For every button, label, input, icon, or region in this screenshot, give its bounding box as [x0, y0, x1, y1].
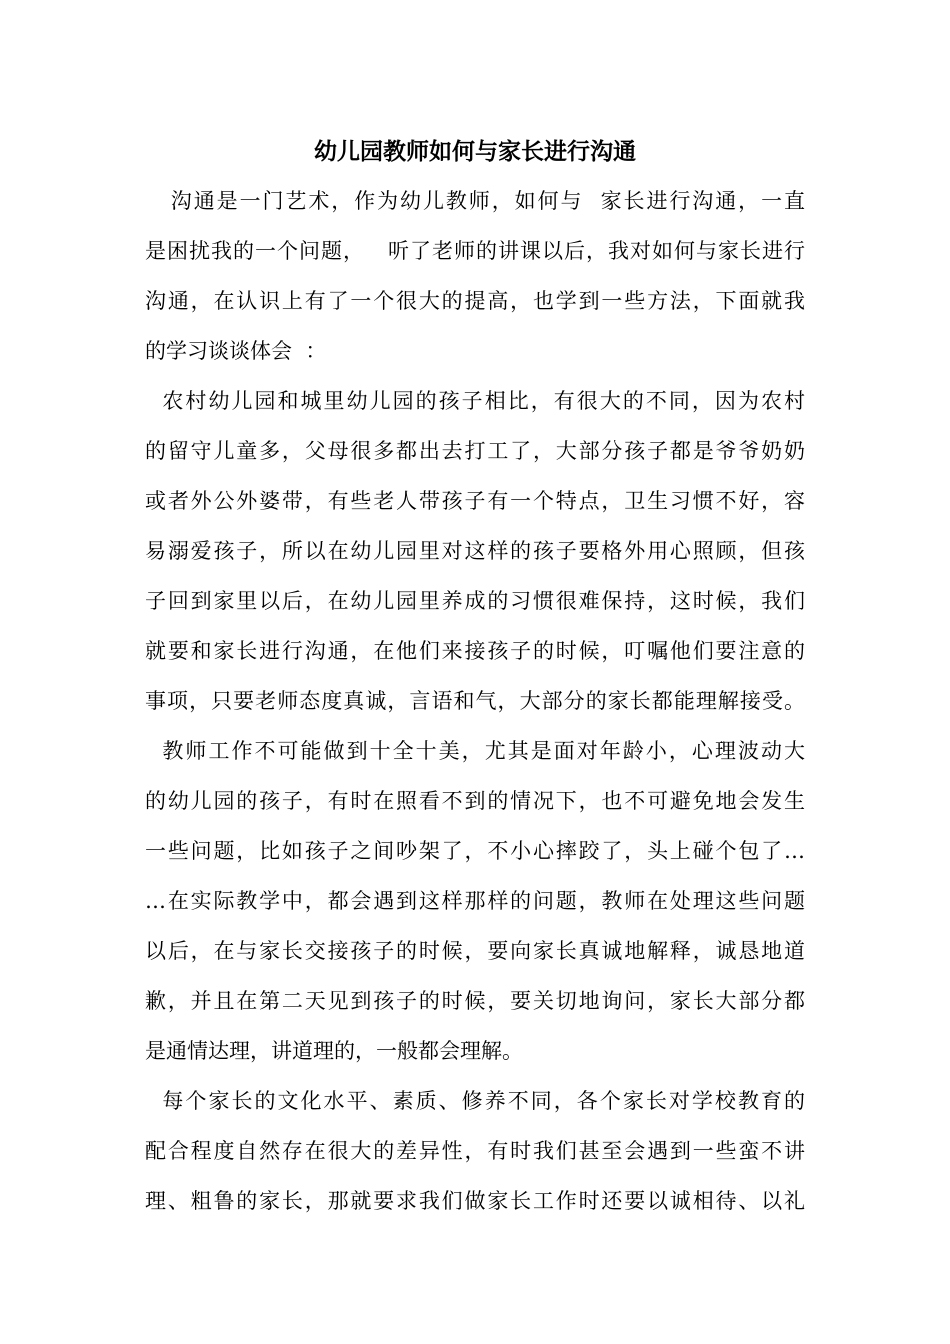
text-line: 理、粗鲁的家长，那就要求我们做家长工作时还要以诚相待、以礼 — [145, 1189, 805, 1213]
text-line: 的留守儿童多，父母很多都出去打工了，大部分孩子都是爷爷奶奶 — [145, 439, 805, 463]
text-line: 一些问题，比如孩子之间吵架了，不小心摔跤了，头上碰个包了… — [145, 839, 805, 863]
text-line: 农村幼儿园和城里幼儿园的孩子相比，有很大的不同，因为农村 — [145, 389, 805, 413]
text-line: …在实际教学中，都会遇到这样那样的问题，教师在处理这些问题 — [145, 889, 805, 913]
text-line: 是困扰我的一个问题， 听了老师的讲课以后，我对如何与家长进行 — [145, 239, 805, 263]
text-line: 沟通是一门艺术，作为幼儿教师，如何与 家长进行沟通，一直 — [145, 189, 805, 213]
text-line: 配合程度自然存在很大的差异性，有时我们甚至会遇到一些蛮不讲 — [145, 1139, 805, 1163]
text-line: 或者外公外婆带，有些老人带孩子有一个特点，卫生习惯不好，容 — [145, 489, 805, 513]
text-line: 的幼儿园的孩子，有时在照看不到的情况下，也不可避免地会发生 — [145, 789, 805, 813]
text-line: 每个家长的文化水平、素质、修养不同，各个家长对学校教育的 — [145, 1089, 805, 1113]
text-line: 的学习谈谈体会 ： — [145, 339, 327, 363]
text-line: 沟通，在认识上有了一个很大的提高，也学到一些方法，下面就我 — [145, 289, 805, 313]
text-line: 歉，并且在第二天见到孩子的时候，要关切地询问，家长大部分都 — [145, 989, 805, 1013]
text-line: 教师工作不可能做到十全十美，尤其是面对年龄小，心理波动大 — [145, 739, 805, 763]
text-line: 易溺爱孩子，所以在幼儿园里对这样的孩子要格外用心照顾，但孩 — [145, 539, 805, 563]
document-title: 幼儿园教师如何与家长进行沟通 — [314, 138, 636, 165]
text-line: 以后，在与家长交接孩子的时候，要向家长真诚地解释，诚恳地道 — [145, 939, 805, 963]
text-line: 是通情达理，讲道理的，一般都会理解。 — [145, 1039, 523, 1063]
text-line: 就要和家长进行沟通，在他们来接孩子的时候，叮嘱他们要注意的 — [145, 639, 805, 663]
text-line: 事项，只要老师态度真诚，言语和气，大部分的家长都能理解接受。 — [145, 689, 805, 713]
text-line: 子回到家里以后，在幼儿园里养成的习惯很难保持，这时候，我们 — [145, 589, 805, 613]
